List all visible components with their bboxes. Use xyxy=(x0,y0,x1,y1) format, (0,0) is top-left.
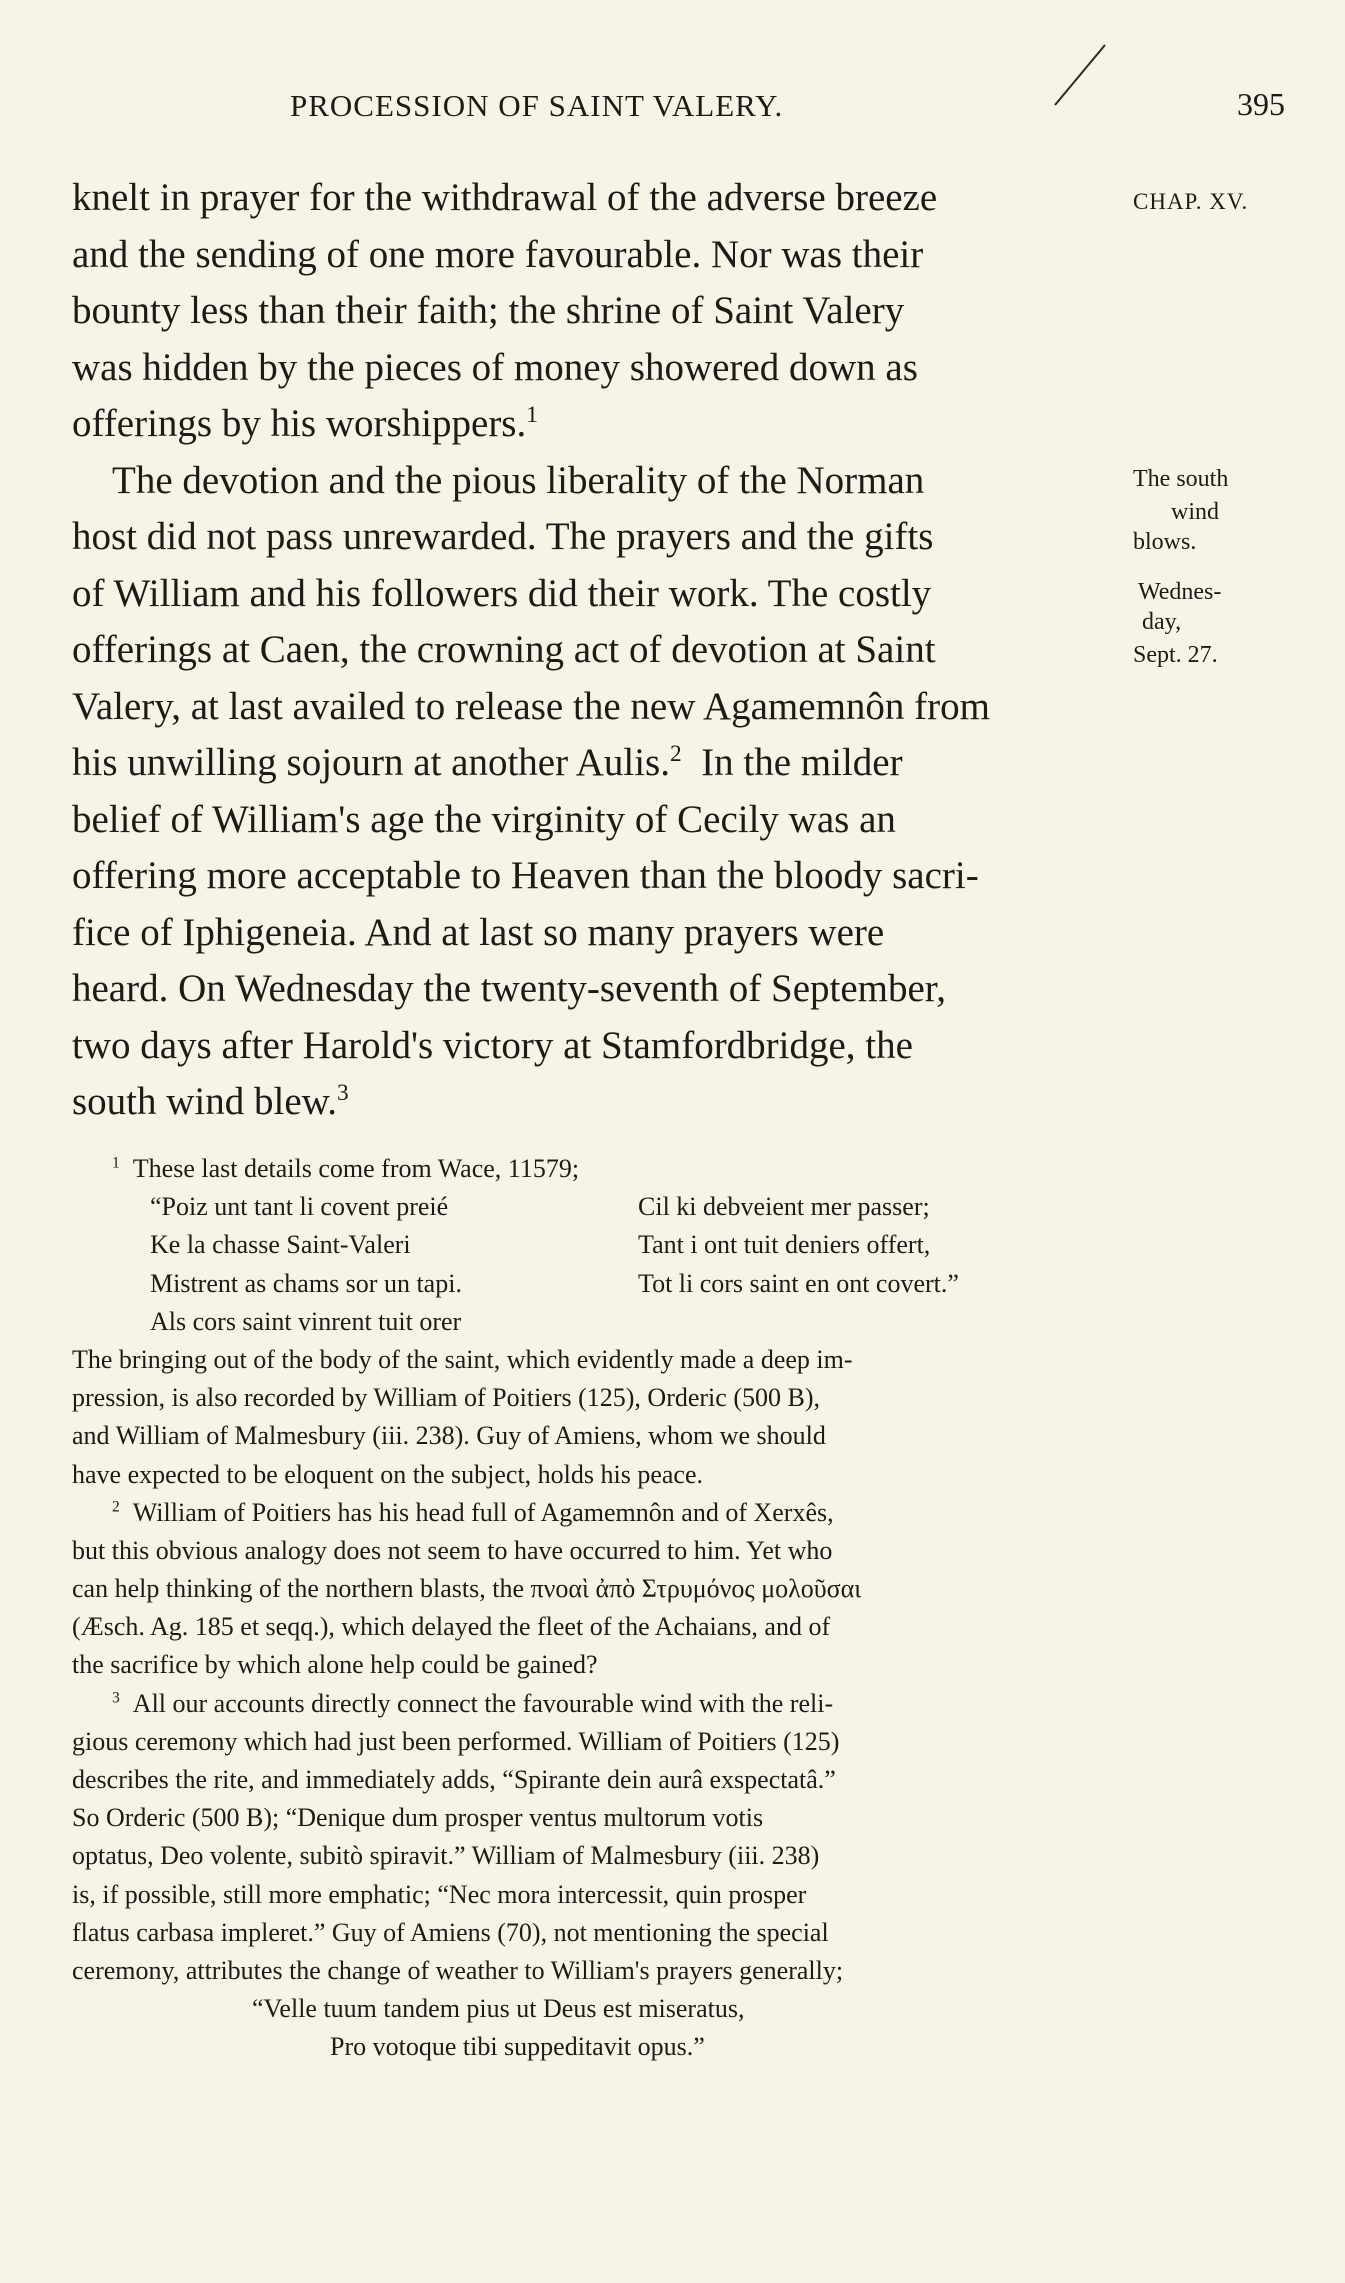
body-line: his unwilling sojourn at another Aulis.$^2$ In the milder xyxy=(72,741,903,784)
footnote-line: have expected to be eloquent on the subject, holds his peace. xyxy=(72,1459,704,1489)
footnote-line: (Æsch. Ag. 185 et seqq.), which delayed the fleet of the Achaians, and of xyxy=(72,1612,831,1642)
margin-note-date-3: Sept. 27. xyxy=(1133,642,1218,668)
footnote-line: and William of Malmesbury (iii. 238). Guy of Amiens, whom we should xyxy=(72,1421,826,1451)
body-line: south wind blew.$^3$ xyxy=(72,1080,349,1123)
body-line: belief of William's age the virginity of Cecily was an xyxy=(72,797,896,841)
body-line: two days after Harold's victory at Stamfordbridge, the xyxy=(72,1023,913,1067)
body-line: Valery, at last availed to release the new Agamemnôn from xyxy=(72,684,990,728)
pen-mark-icon xyxy=(1050,40,1110,110)
couplet-line: “Velle tuum tandem pius ut Deus est miseratus, xyxy=(252,1994,745,2024)
body-line: The devotion and the pious liberality of the Norman xyxy=(112,458,925,502)
footnote-line: flatus carbasa impleret.” Guy of Amiens (70), not mentioning the special xyxy=(72,1917,829,1947)
footnote-line: The bringing out of the body of the saint, which evidently made a deep im- xyxy=(72,1344,853,1374)
body-line: offerings by his worshippers.$^1$ xyxy=(72,402,538,445)
body-line: fice of Iphigeneia. And at last so many prayers were xyxy=(72,910,885,954)
footnote-2-start: $^2$ William of Poitiers has his head full of Agamemnôn and of Xerxês, xyxy=(112,1497,834,1527)
footnote-line: describes the rite, and immediately adds, “Spirante dein aurâ exspectatâ.” xyxy=(72,1765,836,1794)
footnote-line: gious ceremony which had just been performed. William of Poitiers (125) xyxy=(72,1726,840,1756)
body-line: offerings at Caen, the crowning act of devotion at Saint xyxy=(72,628,936,671)
body-line: host did not pass unrewarded. The prayers and the gifts xyxy=(72,515,934,558)
couplet-line: Pro votoque tibi suppeditavit opus.” xyxy=(330,2032,705,2062)
margin-note-chapter: CHAP. XV. xyxy=(1133,189,1249,214)
footnote-line: ceremony, attributes the change of weather to William's prayers generally; xyxy=(72,1955,844,1985)
margin-note-date-2: day, xyxy=(1142,609,1182,635)
margin-note-date-1: Wednes- xyxy=(1138,579,1222,605)
body-line: bounty less than their faith; the shrine of Saint Valery xyxy=(72,289,905,332)
page-number: 395 xyxy=(1237,86,1285,122)
footnote-ref-1: 1 xyxy=(526,402,538,428)
footnote-line: the sacrifice by which alone help could be gained? xyxy=(72,1650,598,1680)
body-line: was hidden by the pieces of money showered down as xyxy=(72,345,918,389)
footnote-line: but this obvious analogy does not seem to have occurred to him. Yet who xyxy=(72,1535,833,1565)
body-line: knelt in prayer for the withdrawal of the adverse breeze xyxy=(72,176,938,219)
margin-note-south-wind-2: wind xyxy=(1171,499,1219,525)
body-line: and the sending of one more favourable. Nor was their xyxy=(72,232,924,276)
footnote-line: So Orderic (500 B); “Denique dum prosper ventus multorum votis xyxy=(72,1803,764,1833)
footnote-line: optatus, Deo volente, subitò spiravit.” William of Malmesbury (iii. 238) xyxy=(72,1841,820,1871)
body-line: heard. On Wednesday the twenty-seventh of September, xyxy=(72,967,946,1010)
footnote-1-intro: $^1$ These last details come from Wace, 11579; xyxy=(112,1154,580,1183)
footnote-ref-3: 3 xyxy=(337,1080,349,1106)
verse-line: Als cors saint vinrent tuit orer xyxy=(150,1306,462,1336)
margin-note-south-wind-3: blows. xyxy=(1133,529,1197,555)
verse-line: Ke la chasse Saint-Valeri Tant i ont tuit deniers offert, xyxy=(150,1230,931,1260)
body-line: offering more acceptable to Heaven than the bloody sacri- xyxy=(72,854,979,897)
verse-line: “Poiz unt tant li covent preié Cil ki debveient mer passer; xyxy=(150,1192,930,1222)
margin-note-south-wind-1: The south xyxy=(1133,466,1229,492)
body-text xyxy=(72,170,1122,1131)
footnote-line: is, if possible, still more emphatic; “Nec mora intercessit, quin prosper xyxy=(72,1879,807,1909)
footnote-line: can help thinking of the northern blasts, the πνοαὶ ἀπὸ Στρυμόνος μολοῦσαι xyxy=(72,1574,862,1604)
footnote-ref-2: 2 xyxy=(669,741,682,767)
running-title: PROCESSION OF SAINT VALERY. xyxy=(290,88,784,123)
footnote-line: pression, is also recorded by William of Poitiers (125), Orderic (500 B), xyxy=(72,1383,820,1413)
body-line: of William and his followers did their work. The costly xyxy=(72,571,932,615)
verse-line: Mistrent as chams sor un tapi. Tot li cors saint en ont covert.” xyxy=(150,1268,959,1298)
footnotes xyxy=(72,1150,1272,2067)
footnote-3-start: $^3$ All our accounts directly connect the favourable wind with the reli- xyxy=(112,1688,834,1718)
